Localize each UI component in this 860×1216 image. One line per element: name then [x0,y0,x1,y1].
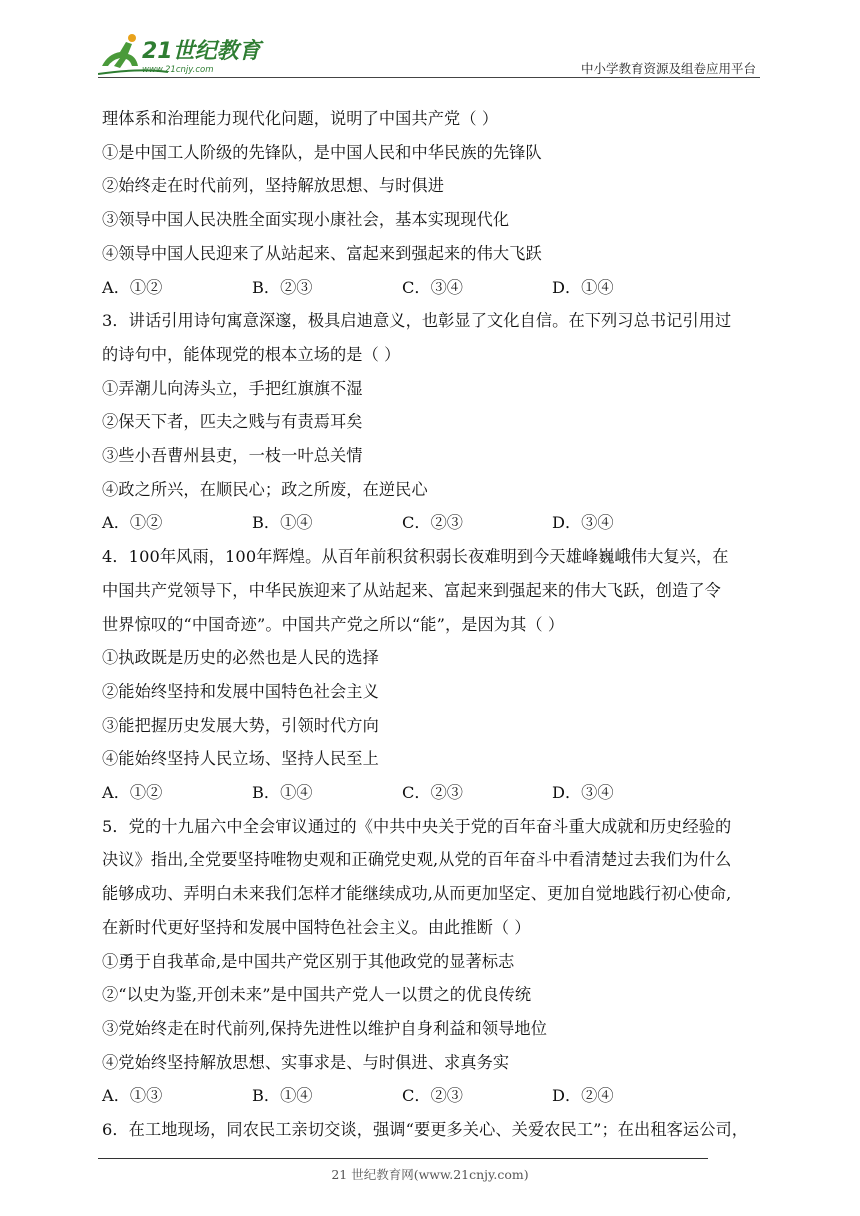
logo-subtext: www.21cnjy.com [142,65,214,75]
page-header [0,0,860,90]
text-line: 4．100年风雨，100年辉煌。从百年前积贫积弱长夜难明到今天雄峰巍峨伟大复兴，在 [102,547,729,567]
answer-option: C．②③ [402,513,463,533]
text-line: ③能把握历史发展大势，引领时代方向 [102,715,379,735]
answer-option: A．①③ [102,1086,163,1106]
text-line: ④能始终坚持人民立场、坚持人民至上 [102,749,379,769]
answer-option: B．②③ [252,277,313,297]
logo-text: 21世纪教育 [142,39,261,64]
answer-option: B．①④ [252,513,313,533]
footer-divider [98,1158,708,1159]
text-line: 在新时代更好坚持和发展中国特色社会主义。由此推断（ ） [102,917,531,937]
text-line: ②“以史为鉴,开创未来”是中国共产党人一以贯之的优良传统 [102,985,532,1005]
text-line: ①勇于自我革命,是中国共产党区别于其他政党的显著标志 [102,951,515,971]
answer-option: C．③④ [402,277,463,297]
answer-options [102,271,762,305]
text-line: ④领导中国人民迎来了从站起来、富起来到强起来的伟大飞跃 [102,243,542,263]
text-line: 6．在工地现场，同农民工亲切交谈，强调“要更多关心、关爱农民工”；在出租客运公司， [102,1120,749,1140]
text-line: ②保天下者，匹夫之贱与有责焉耳矣 [102,412,363,432]
text-line: 3．讲话引用诗句寓意深邃，极具启迪意义，也彰显了文化自信。在下列习总书记引用过 [102,311,732,331]
text-line: 的诗句中，能体现党的根本立场的是（ ） [102,344,401,364]
answer-option: D．①④ [552,277,614,297]
text-line: ③些小吾曹州县吏，一枝一叶总关情 [102,446,363,466]
text-line: ①是中国工人阶级的先锋队，是中国人民和中华民族的先锋队 [102,142,542,162]
text-line: 理体系和治理能力现代化问题，说明了中国共产党（ ） [102,109,499,128]
answer-option: A．①② [102,783,163,803]
text-line: ③领导中国人民决胜全面实现小康社会，基本实现现代化 [102,210,510,230]
header-divider [98,77,760,78]
header-platform-name: 中小学教育资源及组卷应用平台 [580,61,756,76]
answer-option: D．③④ [552,783,614,803]
text-line: 能够成功、弄明白未来我们怎样才能继续成功,从而更加坚定、更加自觉地践行初心使命, [102,884,732,904]
text-line: 5．党的十九届六中全会审议通过的《中共中央关于党的百年奋斗重大成就和历史经验的 [102,816,732,836]
answer-options [102,506,762,540]
question-content [102,102,762,1147]
logo-21cnjy [98,32,268,82]
text-line: ②始终走在时代前列，坚持解放思想、与时俱进 [102,176,445,196]
answer-option: A．①② [102,277,163,297]
text-line: ①弄潮儿向涛头立，手把红旗旗不湿 [102,378,363,398]
answer-option: D．②④ [552,1086,614,1106]
text-line: 中国共产党领导下，中华民族迎来了从站起来、富起来到强起来的伟大飞跃，创造了令 [102,580,721,600]
answer-option: D．③④ [552,513,614,533]
answer-options [102,1079,762,1113]
text-line: 决议》指出,全党要坚持唯物史观和正确党史观,从党的百年奋斗中看清楚过去我们为什么 [102,850,732,870]
text-line: ④政之所兴，在顺民心；政之所废，在逆民心 [102,479,428,499]
answer-options [102,776,762,810]
answer-option: B．①④ [252,783,313,803]
text-line: 世界惊叹的“中国奇迹”。中国共产党之所以“能”，是因为其（ ） [102,614,565,634]
text-line: ④党始终坚持解放思想、实事求是、与时俱进、求真务实 [102,1052,510,1072]
text-line: ②能始终坚持和发展中国特色社会主义 [102,681,379,701]
text-line: ③党始终走在时代前列,保持先进性以维护自身利益和领导地位 [102,1018,548,1038]
footer-site: 21 世纪教育网(www.21cnjy.com) [331,1167,529,1182]
answer-option: A．①② [102,513,163,533]
text-line: ①执政既是历史的必然也是人民的选择 [102,648,379,668]
answer-option: B．①④ [252,1086,313,1106]
answer-option: C．②③ [402,1086,463,1106]
answer-option: C．②③ [402,783,463,803]
